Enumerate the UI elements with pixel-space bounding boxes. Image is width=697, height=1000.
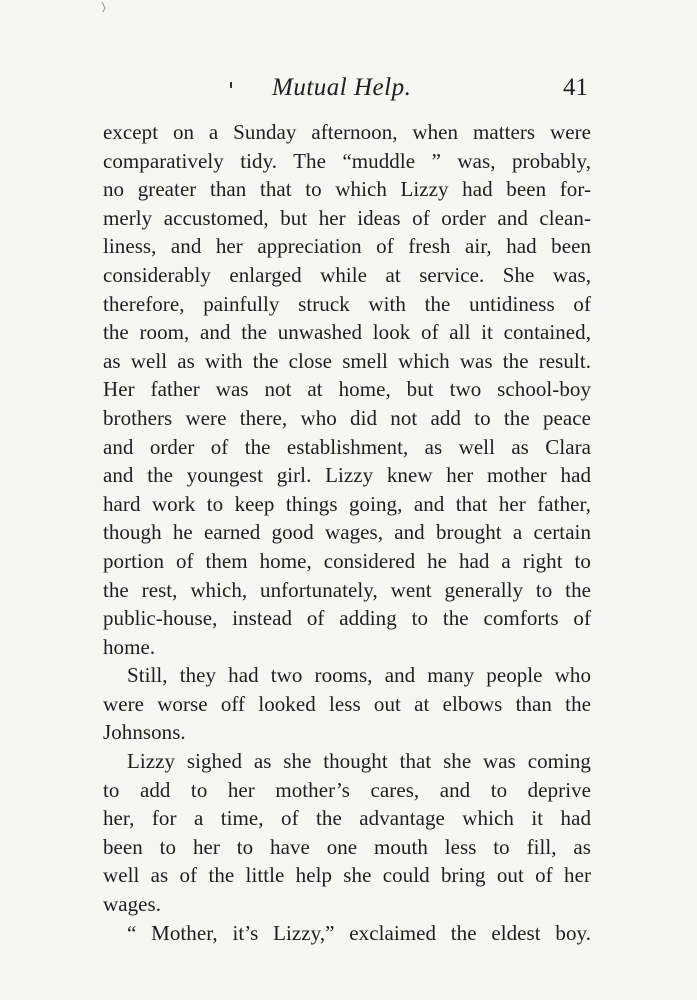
text-line: brothers were there, who did not add to the peace <box>103 405 591 430</box>
text-line: merly accustomed, but her ideas of order and clean- <box>103 205 591 230</box>
body-text <box>103 118 591 947</box>
tick-mark <box>230 82 232 88</box>
text-line: well as of the little help she could bring out of her <box>103 863 591 888</box>
text-line: Johnsons. <box>103 720 186 745</box>
text-line: the rest, which, unfortunately, went generally to the <box>103 577 591 602</box>
text-line: been to her to have one mouth less to fill, as <box>103 834 591 859</box>
text-line: to add to her mother’s cares, and to deprive <box>103 777 591 802</box>
text-line: though he earned good wages, and brought a certain <box>103 520 591 545</box>
text-line: public-house, instead of adding to the comforts of <box>103 606 591 631</box>
text-line: the room, and the unwashed look of all it contained, <box>103 320 591 345</box>
corner-mark <box>100 0 110 18</box>
text-line: home. <box>103 634 156 659</box>
running-title: Mutual Help. <box>272 74 412 101</box>
text-line: wages. <box>103 892 162 917</box>
text-line: no greater than that to which Lizzy had been for- <box>103 177 591 202</box>
text-line: her, for a time, of the advantage which it had <box>103 806 591 831</box>
text-line: liness, and her appreciation of fresh air, had been <box>103 234 591 259</box>
text-line: therefore, painfully struck with the untidiness of <box>103 291 591 316</box>
text-line: portion of them home, considered he had a right to <box>103 548 591 573</box>
text-line: considerably enlarged while at service. She was, <box>103 262 591 287</box>
text-line: Her father was not at home, but two school-boy <box>103 377 591 402</box>
text-line: comparatively tidy. The “muddle ” was, probably, <box>103 148 591 173</box>
text-line: were worse off looked less out at elbows than the <box>103 691 591 716</box>
text-line: and order of the establishment, as well as Clara <box>103 434 591 459</box>
text-line: Lizzy sighed as she thought that she was coming <box>127 749 591 774</box>
text-line: except on a Sunday afternoon, when matters were <box>103 120 591 144</box>
text-line: “ Mother, it’s Lizzy,” exclaimed the eldest boy. <box>127 920 591 945</box>
text-line: Still, they had two rooms, and many people who <box>127 663 591 688</box>
text-line: and the youngest girl. Lizzy knew her mother had <box>103 463 591 488</box>
running-head <box>0 74 697 108</box>
page-number: 41 <box>563 74 588 101</box>
text-line: as well as with the close smell which was the result. <box>103 348 591 373</box>
text-line: hard work to keep things going, and that her father, <box>103 491 591 516</box>
